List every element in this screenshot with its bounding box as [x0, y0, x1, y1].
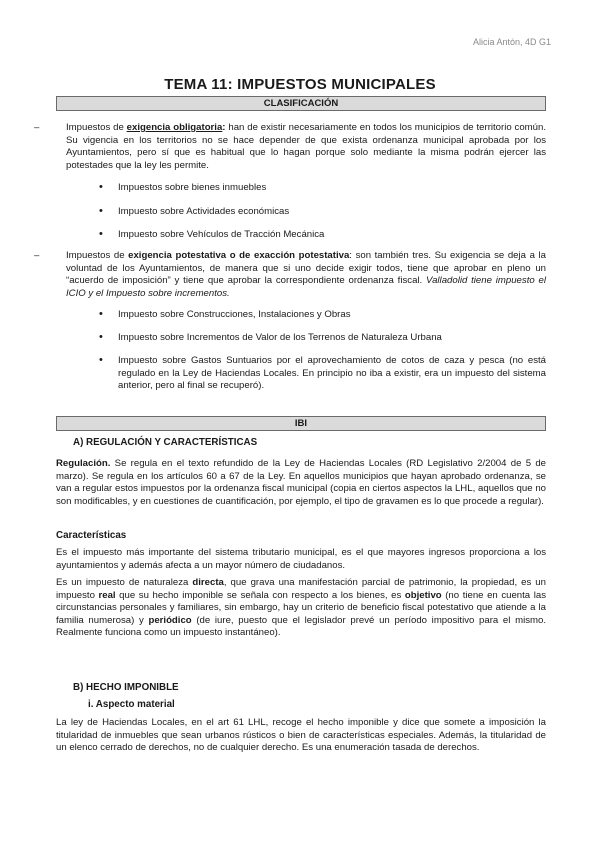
bullet-dot-icon: •: [99, 228, 103, 240]
section-b-heading: B) HECHO IMPONIBLE: [73, 682, 179, 693]
ibi-heading-bar: IBI: [56, 416, 546, 431]
author-header: Alicia Antón, 4D G1: [472, 37, 551, 47]
text-body: : son también tres. Su exigencia se deja a la voluntad de los Ayuntamientos, de manera que si uno decide exigir todos, tiene que aprobar en pleno un “acuerdo de imposición” y tiene que aprobar la correspondiente ordenanza fiscal.: [66, 250, 546, 287]
document-page: Alicia Antón, 4D G1 TEMA 11: IMPUESTOS MUNICIPALES CLASIFICACIÓN – Impuestos de exigencia obligatoria: han de existir necesariamente en todos los municipios de territorio común. Su vigencia en los territorios no se hace depender de que exista ordenanza municipal aprobada por los Ayuntamientos, pero sí que es habitual que lo hagan porque solo mediante la misma podrán ejercer las potestades que la ley les permite. • Impuestos sobre bienes inmuebles • Impuesto sobre Actividades económicas • Impuesto sobre Vehículos de Tracción Mecánica – Impuestos de exigencia potestativa o de exacción potestativa: son también tres. Su exigencia se deja a la voluntad de los Ayuntamientos, de manera que si uno decide exigir todos, tiene que aprobar en pleno un “acuerdo de imposición” y tiene que aprobar la correspondiente ordenanza fiscal. Valladolid tiene impuesto el ICIO y el Impuesto sobre incrementos. • Impuesto sobre Construcciones, Instalaciones y Obras • Impuesto sobre Incrementos de Valor de los Terrenos de Naturaleza Urbana • Impuesto sobre Gastos Suntuarios por el aprovechamiento de cotos de caza y pesca (no está regulado en la Ley de Haciendas Locales. En principio no iba a existir, era un impuesto del sistema anterior, pero al final se recuperó). IBI A) REGULACIÓN Y CARACTERÍSTICAS Regulación. Se regula en el texto refundido de la Ley de Haciendas Locales (RD Legislativo 2/2004 de 5 de marzo). Se regula en los artículos 60 a 67 de la Ley. En aquellos municipios que hayan aprobado ordenanza, se van a regular estos impuestos por la ordenanza fiscal municipal (copia en ciertos aspectos la LHL, aquellos que no son modificables, y en cuestiones de cuantificación, por ejemplo, el tipo de gravamen es lo que procede a regular). Características Es el impuesto más importante del sistema tributario municipal, es el que mayores ingresos proporciona a los ayuntamientos y además afecta a un mayor número de ciudadanos. Es un impuesto de naturaleza directa, que grava una manifestación parcial de patrimonio, la propiedad, es un impuesto real que su hecho imponible se señala con respecto a los bienes, es objetivo (no tiene en cuenta las circunstancias personales y familiares, sin embargo, hay un criterio de beneficio fiscal potestativo que atiende a la familia numerosa) y periódico (de iure, puesto que el legislador prevé un período impositivo para el mismo. Realmente funciona como un impuesto instantáneo). B) HECHO IMPONIBLE i. Aspecto material La ley de Haciendas Locales, en el art 61 LHL, recoge el hecho imponible y dice que somete a imposición la titularidad de inmuebles que sean urbanos rústicos o bien de características especiales. Además, la titularidad de un elenco cerrado de derechos, no de cualquier derecho. Es una enumeración tasada de derechos.: [0, 0, 600, 848]
term-objetivo: objetivo: [404, 589, 442, 601]
caracteristicas-paragraph-2: Es un impuesto de naturaleza directa, que grava una manifestación parcial de patrimonio, la propiedad, es un impuesto real que su hecho imponible se señala con respecto a los bienes, es objetivo (no tiene en cuenta las circunstancias personales y familiares, sin embargo, hay un criterio de beneficio fiscal potestativo que atiende a la familia numerosa) y periódico (de iure, puesto que el legislador prevé un período impositivo para el mismo. Realmente funciona como un impuesto instantáneo).: [56, 577, 546, 639]
list-item-text: [66, 250, 546, 300]
page-title: TEMA 11: IMPUESTOS MUNICIPALES: [164, 76, 436, 93]
regulacion-paragraph: Regulación. Se regula en el texto refundido de la Ley de Haciendas Locales (RD Legislativo 2/2004 de 5 de marzo). Se regula en los artículos 60 a 67 de la Ley. En aquellos municipios que hayan aprobado ordenanza, se van a regular estos impuestos por la ordenanza fiscal municipal (copia en ciertos aspectos la LHL, aquellos que no son modificables, y en cuestiones de cuantificación, por ejemplo, el tipo de gravamen es lo que procede a regular).: [56, 458, 546, 507]
subsection-aspecto-material: i. Aspecto material: [88, 699, 175, 710]
bullet-dot-icon: •: [99, 205, 103, 217]
clasificacion-heading-bar: CLASIFICACIÓN: [56, 96, 546, 111]
text-italic-note: Valladolid tiene impuesto el ICIO y el Impuesto sobre incrementos.: [66, 275, 546, 299]
bullet-dot-icon: •: [99, 331, 103, 343]
term-periodico: periódico: [148, 614, 192, 626]
list-item-text: [66, 122, 546, 172]
bullet-dot-icon: •: [99, 354, 103, 366]
dash-marker: –: [34, 250, 40, 261]
hecho-imponible-paragraph: La ley de Haciendas Locales, en el art 61 LHL, recoge el hecho imponible y dice que somete a imposición la titularidad de inmuebles que sean urbanos rústicos o bien de características especiales. Además, la titularidad de un elenco cerrado de derechos, no de cualquier derecho. Es una enumeración tasada de derechos.: [56, 717, 546, 754]
regulacion-label: Regulación.: [56, 458, 111, 469]
term-exigencia-potestativa: exigencia potestativa o de exacción potestativa: [128, 250, 350, 261]
caracteristicas-paragraph-1: Es el impuesto más importante del sistema tributario municipal, es el que mayores ingresos proporciona a los ayuntamientos y además afecta a un mayor número de ciudadanos.: [56, 547, 546, 571]
term-exigencia-obligatoria: exigencia obligatoria: [126, 122, 223, 133]
term-directa: directa: [192, 577, 224, 588]
text-lead: Impuestos de: [66, 250, 129, 261]
bullet-dot-icon: •: [99, 181, 103, 193]
term-real: real: [98, 589, 116, 601]
text-lead: Impuestos de: [66, 122, 127, 133]
text-body: han de existir necesariamente en todos los municipios de territorio común. Su vigencia en los territorios no se hace depender de que exista ordenanza municipal aprobada por los Ayuntamientos, pero sí que es habitual que lo hagan porque solo mediante la misma podrán ejercer las potestades que la ley les permite.: [66, 122, 547, 171]
caracteristicas-heading: Características: [56, 530, 127, 541]
section-a-heading: A) REGULACIÓN Y CARACTERÍSTICAS: [73, 437, 258, 448]
bullet-dot-icon: •: [99, 308, 103, 320]
dash-marker: –: [34, 122, 40, 133]
term-colon: :: [222, 122, 226, 133]
